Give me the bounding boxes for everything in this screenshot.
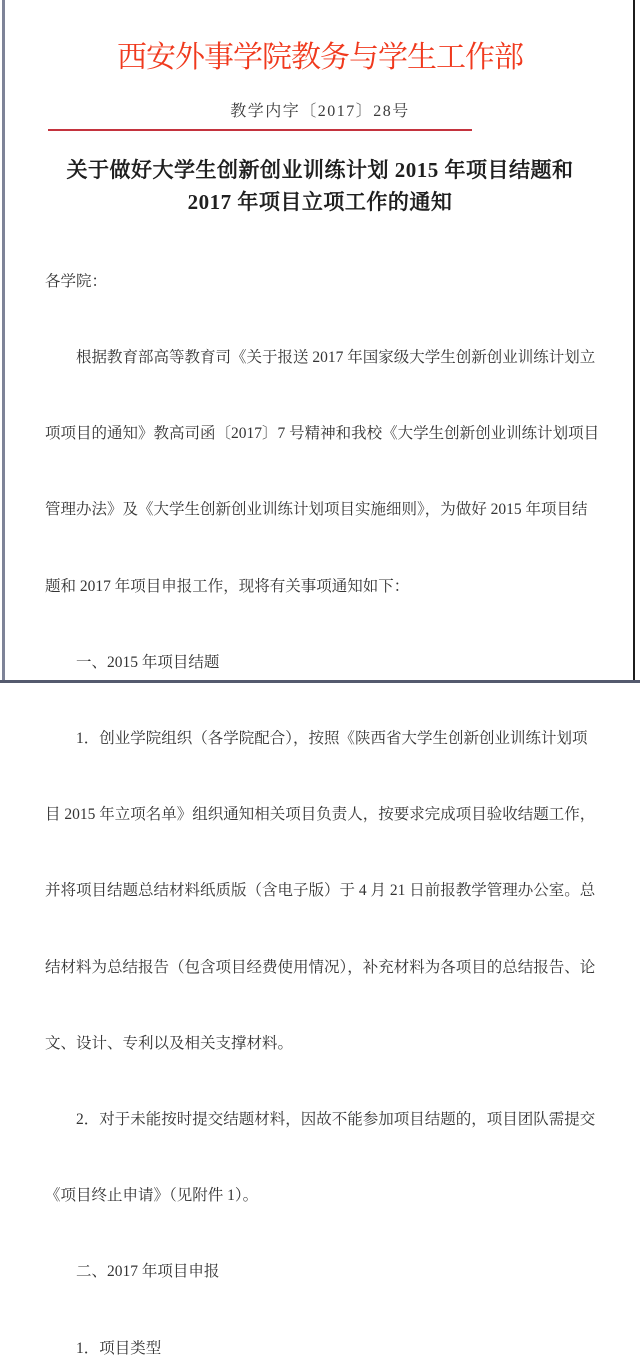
body-line: 1．项目类型 xyxy=(45,1339,162,1357)
body-line-section-1: 一、2015 年项目结题 xyxy=(45,653,220,671)
org-title: 西安外事学院教务与学生工作部 xyxy=(117,41,523,74)
window-right-edge xyxy=(633,0,635,683)
red-divider-line xyxy=(48,129,472,131)
body-line: 项项目的通知》教高司函〔2017〕7 号精神和我校《大学生创新创业训练计划项目 xyxy=(45,425,600,443)
body-line: 1．创业学院组织（各学院配合），按照《陕西省大学生创新创业训练计划项 xyxy=(45,730,588,748)
body-line: 题和 2017 年项目申报工作，现将有关事项通知如下： xyxy=(45,577,410,595)
doc-number: 教学内字〔2017〕28号 xyxy=(230,103,410,120)
window-left-edge xyxy=(2,0,5,683)
notice-title xyxy=(0,154,640,218)
body-line: 文、设计、专利以及相关支撑材料。 xyxy=(45,1034,294,1052)
notice-body xyxy=(45,218,605,1366)
body-line: 目 2015 年立项名单》组织通知相关项目负责人，按要求完成项目验收结题工作， xyxy=(45,806,596,824)
body-line: 并将项目结题总结材料纸质版（含电子版）于 4 月 21 日前报教学管理办公室。总 xyxy=(45,882,596,900)
body-line: 管理办法》及《大学生创新创业训练计划项目实施细则》，为做好 2015 年项目结 xyxy=(45,501,588,519)
notice-title-line-2: 2017 年项目立项工作的通知 xyxy=(187,190,453,214)
body-line: 《项目终止申请》（见附件 1）。 xyxy=(45,1187,259,1205)
notice-title-line-1: 关于做好大学生创新创业训练计划 2015 年项目结题和 xyxy=(66,158,574,182)
body-line: 根据教育部高等教育司《关于报送 2017 年国家级大学生创新创业训练计划立 xyxy=(45,349,596,367)
body-line-section-2: 二、2017 年项目申报 xyxy=(45,1263,220,1281)
body-line-salutation: 各学院： xyxy=(45,272,108,290)
body-line: 结材料为总结报告（包含项目经费使用情况），补充材料为各项目的总结报告、论 xyxy=(45,958,596,976)
body-line: 2．对于未能按时提交结题材料，因故不能参加项目结题的，项目团队需提交 xyxy=(45,1111,596,1129)
